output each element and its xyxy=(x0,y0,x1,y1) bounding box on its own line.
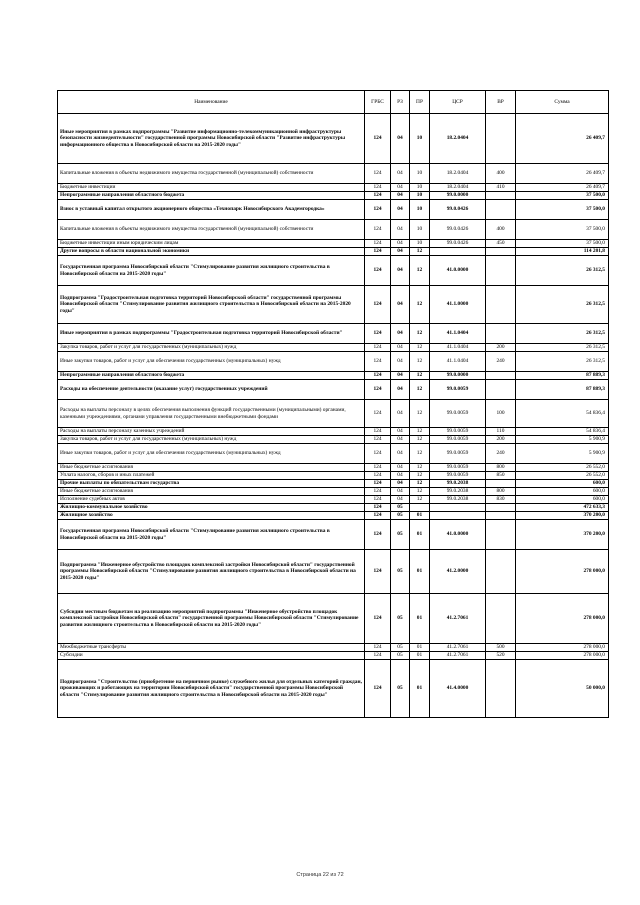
cell-name: Межбюджетные трансферты xyxy=(58,644,365,652)
cell-name: Непрограммные направления областного бюджета xyxy=(58,192,365,200)
cell-csr xyxy=(430,504,486,512)
cell-rz: 04 xyxy=(391,444,410,464)
cell-sum: 278 000,0 xyxy=(516,652,609,660)
table-body xyxy=(58,114,609,718)
cell-pr: 10 xyxy=(410,114,430,164)
cell-csr: 41.1.0000 xyxy=(430,286,486,324)
table-row xyxy=(58,428,609,436)
header-name: Наименование xyxy=(58,91,365,114)
cell-csr: 99.0.0059 xyxy=(430,400,486,428)
cell-pr: 12 xyxy=(410,286,430,324)
cell-rz: 04 xyxy=(391,488,410,496)
cell-name: Иные мероприятия в рамках подпрограммы "Развитие информационно-телекоммуникационной инфраструктуры безопасности жизнедеятельности" государственной программы Новосибирской области "Развитие инфраструктуры информационного общества в Новосибирской области на 2015-2020 годы" xyxy=(58,114,365,164)
cell-csr: 99.0.0000 xyxy=(430,372,486,380)
cell-csr: 99.0.2038 xyxy=(430,488,486,496)
header-vr: ВР xyxy=(486,91,516,114)
cell-grbs: 124 xyxy=(365,240,391,248)
cell-grbs: 124 xyxy=(365,652,391,660)
cell-vr: 400 xyxy=(486,164,516,184)
cell-rz: 04 xyxy=(391,464,410,472)
cell-rz: 05 xyxy=(391,652,410,660)
cell-vr xyxy=(486,256,516,286)
cell-csr: 99.0.0426 xyxy=(430,240,486,248)
cell-vr xyxy=(486,192,516,200)
cell-pr: 12 xyxy=(410,344,430,352)
cell-vr xyxy=(486,324,516,344)
cell-sum: 5 900,9 xyxy=(516,444,609,464)
cell-rz: 04 xyxy=(391,164,410,184)
cell-pr: 12 xyxy=(410,464,430,472)
cell-rz: 04 xyxy=(391,220,410,240)
cell-vr xyxy=(486,480,516,488)
cell-name: Взнос в уставный капитал открытого акционерного общества «Технопарк Новосибирского Академгородка» xyxy=(58,200,365,220)
cell-csr: 99.0.0059 xyxy=(430,444,486,464)
cell-name: Подпрограмма "Градостроительная подготовка территорий Новосибирской области" государственной программы Новосибирской области "Стимулирование развития жилищного строительства в Новосибирской области на 2015-2020 годы" xyxy=(58,286,365,324)
cell-vr: 400 xyxy=(486,220,516,240)
cell-sum: 54 836,4 xyxy=(516,428,609,436)
cell-rz: 05 xyxy=(391,520,410,550)
cell-grbs: 124 xyxy=(365,372,391,380)
cell-pr: 10 xyxy=(410,240,430,248)
cell-csr: 18.2.0404 xyxy=(430,164,486,184)
cell-name: Закупка товаров, работ и услуг для государственных (муниципальных) нужд xyxy=(58,344,365,352)
cell-vr: 450 xyxy=(486,240,516,248)
cell-sum: 37 500,0 xyxy=(516,200,609,220)
table-row xyxy=(58,644,609,652)
cell-grbs: 124 xyxy=(365,594,391,644)
cell-name: Жилищно-коммунальное хозяйство xyxy=(58,504,365,512)
cell-rz: 04 xyxy=(391,428,410,436)
table-row xyxy=(58,184,609,192)
cell-pr: 12 xyxy=(410,472,430,480)
cell-pr: 10 xyxy=(410,200,430,220)
cell-rz: 04 xyxy=(391,240,410,248)
cell-pr: 12 xyxy=(410,400,430,428)
cell-pr: 01 xyxy=(410,512,430,520)
cell-vr xyxy=(486,504,516,512)
cell-sum: 37 500,0 xyxy=(516,192,609,200)
cell-name: Жилищное хозяйство xyxy=(58,512,365,520)
cell-name: Иные закупки товаров, работ и услуг для обеспечения государственных (муниципальных) нужд xyxy=(58,352,365,372)
cell-rz: 04 xyxy=(391,496,410,504)
cell-grbs: 124 xyxy=(365,286,391,324)
cell-name: Капитальные вложения в объекты недвижимого имущества государственной (муниципальной) собственности xyxy=(58,164,365,184)
cell-name: Подпрограмма "Строительство (приобретение на первичном рынке) служебного жилья для отдельных категорий граждан, проживающих и работающих на территории Новосибирской области" государственной программы Новосибирской области "Стимулирование развития жилищного строительства в Новосибирской области на 2015-2020 годы" xyxy=(58,660,365,718)
cell-rz: 04 xyxy=(391,248,410,256)
cell-csr: 99.0.0426 xyxy=(430,200,486,220)
cell-rz: 05 xyxy=(391,512,410,520)
cell-rz: 04 xyxy=(391,380,410,400)
cell-pr: 12 xyxy=(410,248,430,256)
cell-sum: 600,0 xyxy=(516,496,609,504)
cell-grbs: 124 xyxy=(365,184,391,192)
cell-sum: 370 200,0 xyxy=(516,512,609,520)
table-row xyxy=(58,436,609,444)
cell-grbs: 124 xyxy=(365,512,391,520)
cell-grbs: 124 xyxy=(365,114,391,164)
cell-rz: 05 xyxy=(391,504,410,512)
table-row xyxy=(58,256,609,286)
cell-vr xyxy=(486,594,516,644)
cell-name: Иные мероприятия в рамках подпрограммы "Градостроительная подготовка территорий Новосибирской области" xyxy=(58,324,365,344)
cell-grbs: 124 xyxy=(365,488,391,496)
cell-pr: 12 xyxy=(410,324,430,344)
cell-pr: 12 xyxy=(410,380,430,400)
cell-pr: 01 xyxy=(410,660,430,718)
table-row xyxy=(58,652,609,660)
cell-name: Иные бюджетные ассигнования xyxy=(58,464,365,472)
cell-csr: 41.2.0000 xyxy=(430,550,486,594)
cell-vr xyxy=(486,372,516,380)
cell-sum: 26 312,5 xyxy=(516,286,609,324)
cell-grbs: 124 xyxy=(365,660,391,718)
cell-pr: 01 xyxy=(410,550,430,594)
cell-pr: 01 xyxy=(410,594,430,644)
table-row xyxy=(58,550,609,594)
cell-sum: 26 312,5 xyxy=(516,256,609,286)
table-row xyxy=(58,380,609,400)
cell-name: Закупка товаров, работ и услуг для государственных (муниципальных) нужд xyxy=(58,436,365,444)
page-number: Страница 22 из 72 xyxy=(296,872,344,878)
cell-csr: 41.0.0000 xyxy=(430,256,486,286)
cell-grbs: 124 xyxy=(365,504,391,512)
cell-csr: 99.0.2038 xyxy=(430,496,486,504)
cell-sum: 26 312,5 xyxy=(516,344,609,352)
cell-grbs: 124 xyxy=(365,464,391,472)
cell-sum: 600,0 xyxy=(516,488,609,496)
cell-rz: 04 xyxy=(391,372,410,380)
cell-name: Государственная программа Новосибирской области "Стимулирование развития жилищного строительства в Новосибирской области на 2015-2020 годы" xyxy=(58,520,365,550)
cell-rz: 05 xyxy=(391,644,410,652)
cell-rz: 05 xyxy=(391,594,410,644)
cell-vr xyxy=(486,114,516,164)
cell-vr xyxy=(486,520,516,550)
cell-vr: 240 xyxy=(486,444,516,464)
cell-vr xyxy=(486,550,516,594)
table-row xyxy=(58,512,609,520)
cell-rz: 04 xyxy=(391,286,410,324)
cell-grbs: 124 xyxy=(365,380,391,400)
cell-name: Субсидии xyxy=(58,652,365,660)
cell-pr: 12 xyxy=(410,352,430,372)
table-row xyxy=(58,240,609,248)
cell-pr: 12 xyxy=(410,496,430,504)
cell-csr: 99.0.0059 xyxy=(430,464,486,472)
table-row xyxy=(58,344,609,352)
cell-csr: 99.0.0426 xyxy=(430,220,486,240)
cell-csr: 41.1.0404 xyxy=(430,324,486,344)
cell-name: Прочие выплаты по обязательствам государства xyxy=(58,480,365,488)
cell-vr: 410 xyxy=(486,184,516,192)
cell-name: Бюджетные инвестиции xyxy=(58,184,365,192)
cell-name: Расходы на выплаты персоналу казенных учреждений xyxy=(58,428,365,436)
table-row xyxy=(58,352,609,372)
cell-rz: 04 xyxy=(391,480,410,488)
table-row xyxy=(58,372,609,380)
table-row xyxy=(58,444,609,464)
cell-sum: 26 409,7 xyxy=(516,164,609,184)
table-row xyxy=(58,488,609,496)
cell-vr: 100 xyxy=(486,400,516,428)
cell-sum: 26 409,7 xyxy=(516,114,609,164)
cell-csr: 41.2.7061 xyxy=(430,652,486,660)
cell-sum: 278 000,0 xyxy=(516,550,609,594)
cell-grbs: 124 xyxy=(365,444,391,464)
table-row xyxy=(58,496,609,504)
cell-rz: 04 xyxy=(391,352,410,372)
table-header-row xyxy=(58,91,609,114)
cell-pr: 12 xyxy=(410,372,430,380)
header-pr: ПР xyxy=(410,91,430,114)
cell-csr xyxy=(430,248,486,256)
cell-name: Иные бюджетные ассигнования xyxy=(58,488,365,496)
cell-sum: 87 889,3 xyxy=(516,380,609,400)
cell-sum: 278 000,0 xyxy=(516,644,609,652)
cell-name: Другие вопросы в области национальной экономики xyxy=(58,248,365,256)
cell-pr: 12 xyxy=(410,488,430,496)
cell-rz: 04 xyxy=(391,472,410,480)
cell-vr xyxy=(486,286,516,324)
table-row xyxy=(58,504,609,512)
cell-rz: 05 xyxy=(391,660,410,718)
table-row xyxy=(58,164,609,184)
table-row xyxy=(58,220,609,240)
cell-pr: 12 xyxy=(410,256,430,286)
cell-rz: 04 xyxy=(391,200,410,220)
cell-name: Непрограммные направления областного бюджета xyxy=(58,372,365,380)
cell-grbs: 124 xyxy=(365,344,391,352)
cell-grbs: 124 xyxy=(365,520,391,550)
cell-grbs: 124 xyxy=(365,164,391,184)
cell-sum: 370 200,0 xyxy=(516,520,609,550)
cell-sum: 26 312,5 xyxy=(516,324,609,344)
cell-grbs: 124 xyxy=(365,248,391,256)
cell-csr: 99.0.0059 xyxy=(430,436,486,444)
cell-pr: 10 xyxy=(410,184,430,192)
cell-csr xyxy=(430,512,486,520)
cell-grbs: 124 xyxy=(365,480,391,488)
cell-grbs: 124 xyxy=(365,192,391,200)
cell-sum: 37 500,0 xyxy=(516,220,609,240)
cell-csr: 41.2.7061 xyxy=(430,594,486,644)
table-row xyxy=(58,400,609,428)
cell-pr: 10 xyxy=(410,164,430,184)
header-csr: ЦСР xyxy=(430,91,486,114)
cell-sum: 54 836,4 xyxy=(516,400,609,428)
table-row xyxy=(58,480,609,488)
cell-grbs: 124 xyxy=(365,550,391,594)
cell-csr: 18.2.0404 xyxy=(430,114,486,164)
cell-pr: 12 xyxy=(410,436,430,444)
cell-rz: 04 xyxy=(391,400,410,428)
cell-sum: 87 889,3 xyxy=(516,372,609,380)
cell-grbs: 124 xyxy=(365,436,391,444)
cell-rz: 04 xyxy=(391,114,410,164)
cell-rz: 04 xyxy=(391,184,410,192)
cell-name: Подпрограмма "Инженерное обустройство площадок комплексной застройки Новосибирской области" государственной программы Новосибирской области "Стимулирование развития жилищного строительства в Новосибирской области на 2015-2020 годы" xyxy=(58,550,365,594)
cell-name: Бюджетные инвестиции иным юридическим лицам xyxy=(58,240,365,248)
cell-csr: 99.0.0059 xyxy=(430,428,486,436)
cell-rz: 04 xyxy=(391,436,410,444)
table-row xyxy=(58,472,609,480)
cell-pr: 12 xyxy=(410,444,430,464)
cell-csr: 41.1.0404 xyxy=(430,344,486,352)
cell-csr: 99.0.0059 xyxy=(430,472,486,480)
table-row xyxy=(58,286,609,324)
cell-grbs: 124 xyxy=(365,324,391,344)
cell-sum: 278 000,0 xyxy=(516,594,609,644)
cell-vr: 800 xyxy=(486,488,516,496)
table-row xyxy=(58,464,609,472)
table-row xyxy=(58,520,609,550)
table-row xyxy=(58,114,609,164)
cell-vr: 830 xyxy=(486,496,516,504)
cell-name: Исполнение судебных актов xyxy=(58,496,365,504)
cell-name: Уплата налогов, сборов и иных платежей xyxy=(58,472,365,480)
cell-name: Расходы на обеспечение деятельности (оказание услуг) государственных учреждений xyxy=(58,380,365,400)
cell-pr: 12 xyxy=(410,480,430,488)
cell-grbs: 124 xyxy=(365,644,391,652)
table-row xyxy=(58,248,609,256)
cell-grbs: 124 xyxy=(365,220,391,240)
cell-sum: 114 201,8 xyxy=(516,248,609,256)
cell-csr: 99.0.2038 xyxy=(430,480,486,488)
cell-name: Субсидии местным бюджетам на реализацию мероприятий подпрограммы "Инженерное обустройство площадок комплексной застройки Новосибирской области" государственной программы Новосибирской области "Стимулирование развития жилищного строительства в Новосибирской области на 2015-2020 годы" xyxy=(58,594,365,644)
cell-sum: 472 633,3 xyxy=(516,504,609,512)
cell-grbs: 124 xyxy=(365,352,391,372)
cell-vr xyxy=(486,660,516,718)
header-sum: Сумма xyxy=(516,91,609,114)
cell-grbs: 124 xyxy=(365,472,391,480)
table-row xyxy=(58,324,609,344)
cell-name: Расходы на выплаты персоналу в целях обеспечения выполнения функций государственными (муниципальными) органами, казенными учреждениями, органами управления государственными внебюджетными фондами xyxy=(58,400,365,428)
cell-sum: 26 552,0 xyxy=(516,472,609,480)
cell-sum: 50 000,0 xyxy=(516,660,609,718)
cell-vr xyxy=(486,200,516,220)
header-rz: РЗ xyxy=(391,91,410,114)
cell-rz: 04 xyxy=(391,192,410,200)
cell-vr: 850 xyxy=(486,472,516,480)
cell-sum: 600,0 xyxy=(516,480,609,488)
cell-sum: 37 500,0 xyxy=(516,240,609,248)
cell-vr: 240 xyxy=(486,352,516,372)
cell-vr: 500 xyxy=(486,644,516,652)
cell-pr xyxy=(410,504,430,512)
table-row xyxy=(58,200,609,220)
cell-rz: 05 xyxy=(391,550,410,594)
cell-csr: 41.2.7061 xyxy=(430,644,486,652)
header-grbs: ГРБС xyxy=(365,91,391,114)
cell-rz: 04 xyxy=(391,344,410,352)
table-row xyxy=(58,594,609,644)
cell-csr: 41.4.0000 xyxy=(430,660,486,718)
cell-pr: 10 xyxy=(410,220,430,240)
cell-vr xyxy=(486,248,516,256)
cell-vr: 110 xyxy=(486,428,516,436)
cell-vr xyxy=(486,380,516,400)
cell-name: Государственная программа Новосибирской области "Стимулирование развития жилищного строительства в Новосибирской области на 2015-2020 годы" xyxy=(58,256,365,286)
cell-pr: 01 xyxy=(410,644,430,652)
budget-table xyxy=(57,90,609,718)
cell-csr: 99.0.0059 xyxy=(430,380,486,400)
cell-vr xyxy=(486,512,516,520)
cell-csr: 41.1.0404 xyxy=(430,352,486,372)
cell-pr: 01 xyxy=(410,520,430,550)
cell-grbs: 124 xyxy=(365,428,391,436)
cell-sum: 26 409,7 xyxy=(516,184,609,192)
cell-vr: 200 xyxy=(486,344,516,352)
cell-sum: 26 312,5 xyxy=(516,352,609,372)
cell-grbs: 124 xyxy=(365,256,391,286)
cell-vr: 800 xyxy=(486,464,516,472)
cell-grbs: 124 xyxy=(365,496,391,504)
cell-grbs: 124 xyxy=(365,200,391,220)
cell-pr: 12 xyxy=(410,428,430,436)
cell-name: Капитальные вложения в объекты недвижимого имущества государственной (муниципальной) собственности xyxy=(58,220,365,240)
cell-sum: 5 900,9 xyxy=(516,436,609,444)
cell-name: Иные закупки товаров, работ и услуг для обеспечения государственных (муниципальных) нужд xyxy=(58,444,365,464)
cell-sum: 26 552,0 xyxy=(516,464,609,472)
cell-grbs: 124 xyxy=(365,400,391,428)
cell-rz: 04 xyxy=(391,324,410,344)
cell-vr: 520 xyxy=(486,652,516,660)
cell-pr: 10 xyxy=(410,192,430,200)
cell-vr: 200 xyxy=(486,436,516,444)
cell-csr: 18.2.0404 xyxy=(430,184,486,192)
cell-csr: 41.0.0000 xyxy=(430,520,486,550)
cell-csr: 99.0.0000 xyxy=(430,192,486,200)
table-row xyxy=(58,192,609,200)
table-row xyxy=(58,660,609,718)
cell-rz: 04 xyxy=(391,256,410,286)
cell-pr: 01 xyxy=(410,652,430,660)
